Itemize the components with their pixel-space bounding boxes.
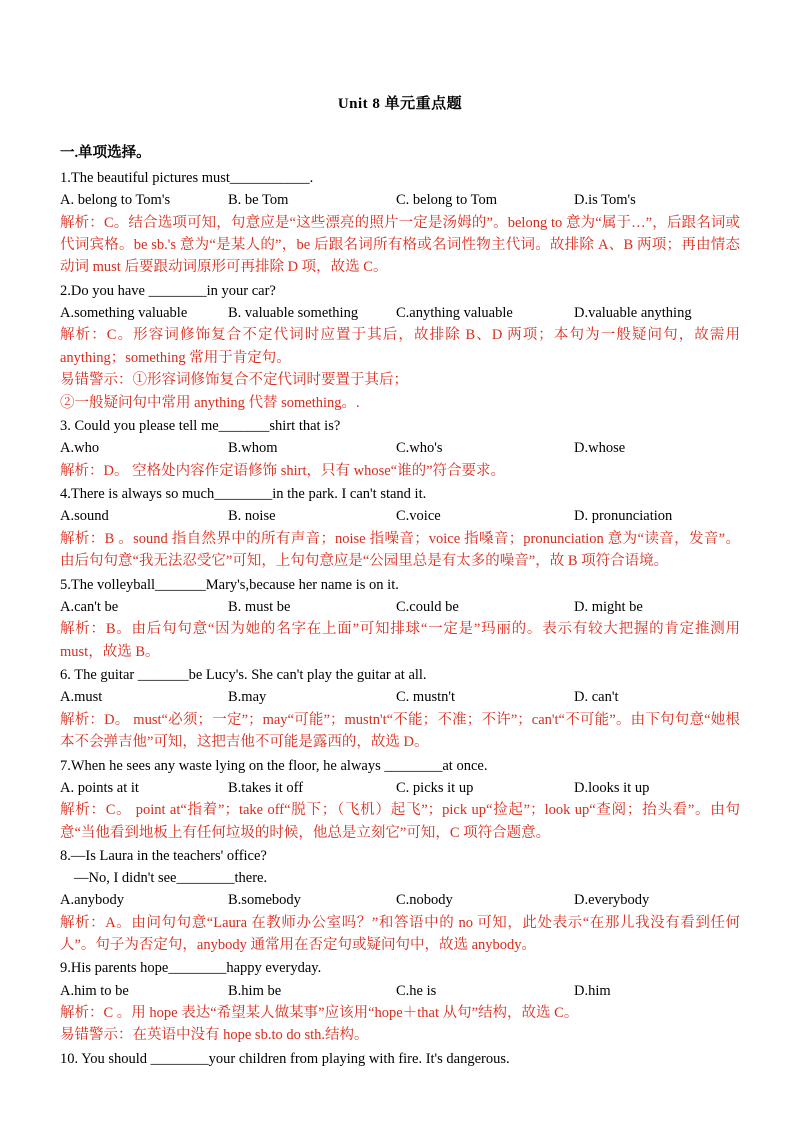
question-options <box>60 686 740 708</box>
question-block <box>60 280 740 414</box>
question-stem: 1.The beautiful pictures must___________. <box>60 170 314 186</box>
question-options <box>60 189 740 211</box>
option-b[interactable]: B.takes it off <box>228 779 304 796</box>
question-explanation: 解析：D。 must“必须；一定”；may“可能”；mustn't“不能；不准；不许”；can't“不可能”。由下句句意“她根本不会弹吉他”可知，这把吉他不可能是露西的，故选 D。 <box>60 711 740 751</box>
question-block <box>60 664 740 753</box>
question-options <box>60 505 740 527</box>
option-a[interactable]: A.can't be <box>60 598 119 615</box>
question-stem: 7.When he sees any waste lying on the floor, he always ________at once. <box>60 757 488 774</box>
question-stem: 5.The volleyball_______Mary's,because her name is on it. <box>60 576 399 593</box>
option-d[interactable]: D.looks it up <box>574 779 650 796</box>
question-stem: 2.Do you have ________in your car? <box>60 282 276 299</box>
question-block <box>60 845 740 956</box>
question-options <box>60 302 740 324</box>
option-c[interactable]: C.he is <box>396 982 437 999</box>
option-a[interactable]: A.him to be <box>60 982 129 999</box>
question-stem: 3. Could you please tell me_______shirt that is? <box>60 418 341 435</box>
option-d[interactable]: D. might be <box>574 598 643 615</box>
option-c[interactable]: C. mustn't <box>396 689 456 706</box>
option-b[interactable]: B. valuable something <box>228 304 359 321</box>
option-a[interactable]: A.something valuable <box>60 304 188 321</box>
question-options <box>60 889 740 911</box>
option-d[interactable]: D. can't <box>574 689 619 706</box>
option-d[interactable]: D.him <box>574 982 611 999</box>
option-d[interactable]: D. pronunciation <box>574 508 673 525</box>
option-b[interactable]: B. be Tom <box>228 192 289 209</box>
option-a[interactable]: A. belong to Tom's <box>60 192 171 209</box>
question-warning: ②一般疑问句中常用 anything 代替 something。. <box>60 394 360 411</box>
option-c[interactable]: C.who's <box>396 440 443 457</box>
question-explanation: 解析：B。由后句句意“因为她的名字在上面”可知排球“一定是”玛丽的。表示有较大把握的肯定推测用 must，故选 B。 <box>60 621 740 660</box>
option-a[interactable]: A.anybody <box>60 892 125 909</box>
option-b[interactable]: B.him be <box>228 982 282 999</box>
question-stem: 4.There is always so much________in the park. I can't stand it. <box>60 486 427 503</box>
option-b[interactable]: B. must be <box>228 598 291 615</box>
option-a[interactable]: A.sound <box>60 508 109 525</box>
option-a[interactable]: A. points at it <box>60 779 139 796</box>
question-options <box>60 437 740 459</box>
question-explanation: 解析：C 。用 hope 表达“希望某人做某事”应该用“hope＋that 从句”结构，故选 C。 <box>60 1004 579 1021</box>
question-explanation: 解析：C。 point at“指着”；take off“脱下；（飞机）起飞”；pick up“捡起”；look up“查阅；抬头看”。由句意“当他看到地板上有任何垃圾的时候，他总是立刻它”可知，C 项符合题意。 <box>60 802 740 841</box>
question-explanation: 解析：C。形容词修饰复合不定代词时应置于其后，故排除 B、D 两项；本句为一般疑问句，故需用 anything；something 常用于肯定句。 <box>60 327 740 366</box>
question-stem: 8.—Is Laura in the teachers' office? <box>60 848 267 864</box>
option-c[interactable]: C. picks it up <box>396 779 474 796</box>
question-block <box>60 755 740 844</box>
option-c[interactable]: C.anything valuable <box>396 304 513 321</box>
question-stem: 9.His parents hope________happy everyday. <box>60 960 322 977</box>
question-block <box>60 415 740 482</box>
option-a[interactable]: A.who <box>60 440 100 457</box>
question-warning: 易错警示：①形容词修饰复合不定代词时要置于其后； <box>60 372 408 389</box>
option-d[interactable]: D.whose <box>574 440 626 457</box>
question-block <box>60 1048 740 1070</box>
option-c[interactable]: C.voice <box>396 508 441 525</box>
question-options <box>60 980 740 1002</box>
option-b[interactable]: B.whom <box>228 440 278 457</box>
section-heading: 一.单项选择。 <box>60 145 151 161</box>
option-c[interactable]: C.nobody <box>396 892 453 909</box>
question-options <box>60 596 740 618</box>
option-a[interactable]: A.must <box>60 689 103 706</box>
option-d[interactable]: D.everybody <box>574 892 650 909</box>
question-block <box>60 167 740 279</box>
option-d[interactable]: D.valuable anything <box>574 304 692 321</box>
question-explanation: 解析：A。由问句句意“Laura 在教师办公室吗？”和答语中的 no 可知，此处表示“在那儿我没有看到任何人”。句子为否定句，anybody 通常用在否定句或疑问句中，故选 anybody。 <box>60 914 740 953</box>
option-b[interactable]: B. noise <box>228 508 276 525</box>
option-d[interactable]: D.is Tom's <box>574 192 636 209</box>
option-c[interactable]: C. belong to Tom <box>396 192 498 209</box>
question-explanation: 解析：D。 空格处内容作定语修饰 shirt，只有 whose“谁的”符合要求。 <box>60 462 506 479</box>
question-warning: 易错警示：在英语中没有 hope sb.to do sth.结构。 <box>60 1027 369 1044</box>
option-b[interactable]: B.somebody <box>228 892 301 909</box>
question-explanation: 解析：B 。sound 指自然界中的所有声音；noise 指噪音；voice 指嗓音；pronunciation 意为“读音，发音”。由后句句意“我无法忍受它”可知，上句句意应是“公园里总是有太多的噪音”，故 B 项符合语境。 <box>60 530 740 570</box>
question-stem: 6. The guitar _______be Lucy's. She can't play the guitar at all. <box>60 667 427 684</box>
option-c[interactable]: C.could be <box>396 598 459 615</box>
page-title: Unit 8 单元重点题 <box>337 96 463 112</box>
question-stem: 10. You should ________your children from playing with fire. It's dangerous. <box>60 1050 510 1067</box>
question-block <box>60 957 740 1046</box>
question-sub-stem: —No, I didn't see________there. <box>74 870 268 887</box>
question-block <box>60 574 740 663</box>
question-block <box>60 483 740 572</box>
question-explanation: 解析：C。结合选项可知，句意应是“这些漂亮的照片一定是汤姆的”。belong to 意为“属于…”，后跟名词或代词宾格。be sb.'s 意为“是某人的”，be 后跟名词所有格或名词性物主代词。故排除 A、B 两项；再由情态动词 must 后要跟动词原形可再排除 D 项，故选 C。 <box>60 214 740 276</box>
option-b[interactable]: B.may <box>228 689 267 706</box>
question-options <box>60 777 740 799</box>
